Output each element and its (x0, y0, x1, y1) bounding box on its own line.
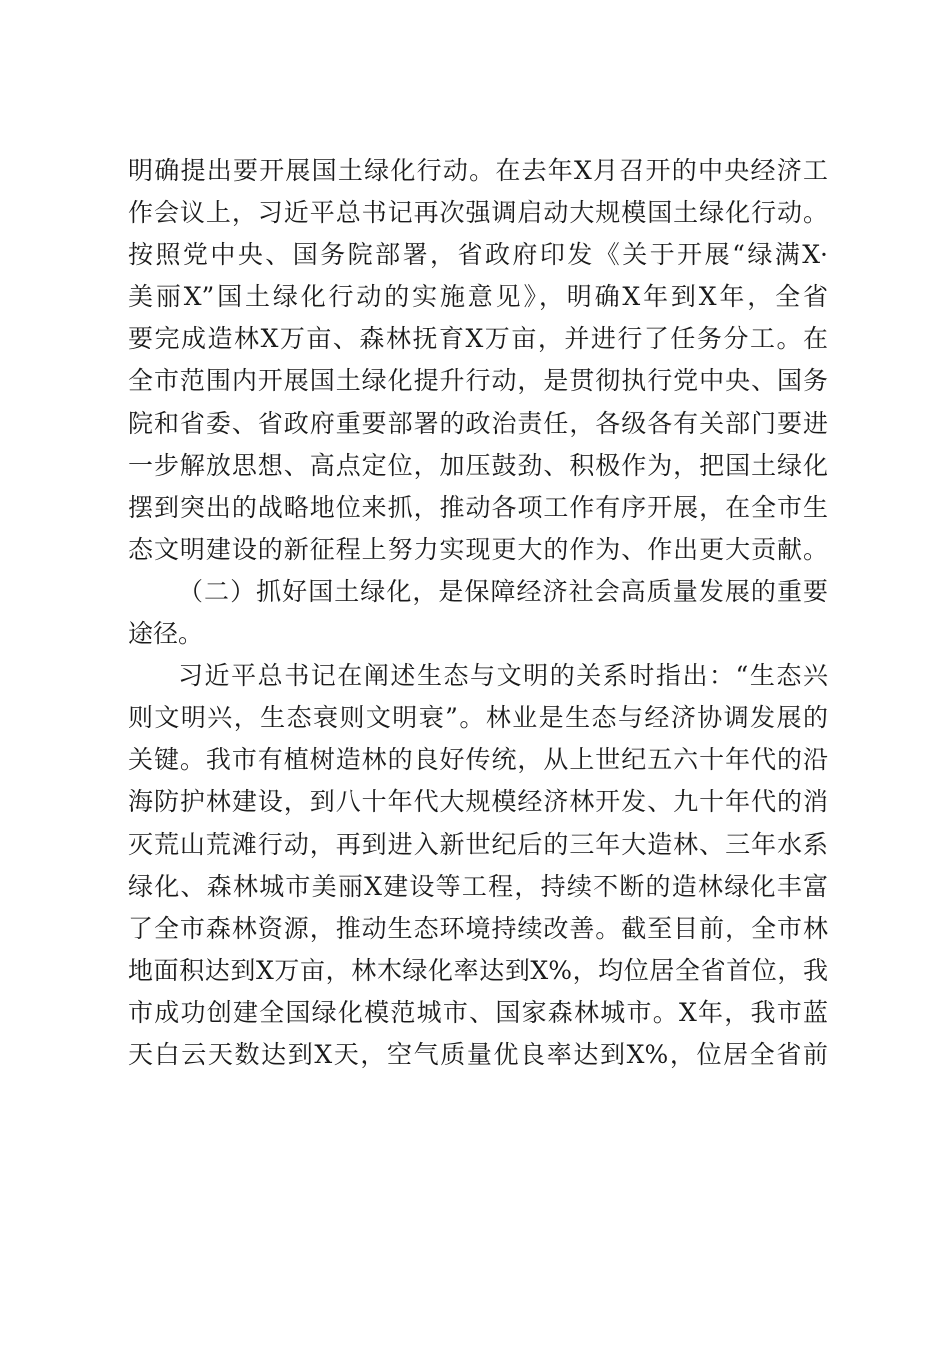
text-line: 作会议上，习近平总书记再次强调启动大规模国土绿化行动。 (128, 198, 828, 228)
text-line: 按照党中央、国务院部署，省政府印发《关于开展“绿满X· (128, 240, 828, 270)
section-heading-line: 途径。 (128, 619, 204, 649)
text-line: 则文明兴，生态衰则文明衰”。林业是生态与经济协调发展的 (128, 703, 828, 733)
text-line: 美丽X”国土绿化行动的实施意见》，明确X年到X年，全省 (128, 282, 828, 312)
text-line: 明确提出要开展国土绿化行动。在去年X月召开的中央经济工 (128, 156, 828, 185)
text-line: 海防护林建设，到八十年代大规模经济林开发、九十年代的消 (128, 787, 828, 817)
text-line: 关键。我市有植树造林的良好传统，从上世纪五六十年代的沿 (128, 745, 828, 775)
text-line: 摆到突出的战略地位来抓，推动各项工作有序开展，在全市生 (128, 492, 828, 522)
text-line: 院和省委、省政府重要部署的政治责任，各级各有关部门要进 (128, 408, 828, 438)
text-line: 全市范围内开展国土绿化提升行动，是贯彻执行党中央、国务 (128, 366, 828, 396)
text-line: 了全市森林资源，推动生态环境持续改善。截至目前，全市林 (128, 913, 828, 943)
text-line: 习近平总书记在阐述生态与文明的关系时指出：“生态兴 (178, 661, 828, 691)
section-heading-line: （二）抓好国土绿化，是保障经济社会高质量发展的重要 (178, 576, 828, 606)
text-line: 绿化、森林城市美丽X建设等工程，持续不断的造林绿化丰富 (128, 871, 828, 901)
text-line: 地面积达到X万亩，林木绿化率达到X%，均位居全省首位，我 (128, 955, 828, 985)
text-line: 要完成造林X万亩、森林抚育X万亩，并进行了任务分工。在 (128, 324, 828, 354)
document-body (128, 150, 828, 1076)
text-line: 态文明建设的新征程上努力实现更大的作为、作出更大贡献。 (128, 534, 828, 564)
text-line: 一步解放思想、高点定位，加压鼓劲、积极作为，把国土绿化 (128, 450, 828, 480)
text-line: 天白云天数达到X天，空气质量优良率达到X%，位居全省前 (128, 1039, 828, 1069)
text-line: 灭荒山荒滩行动，再到进入新世纪后的三年大造林、三年水系 (128, 829, 828, 859)
text-line: 市成功创建全国绿化模范城市、国家森林城市。X年，我市蓝 (128, 997, 828, 1027)
